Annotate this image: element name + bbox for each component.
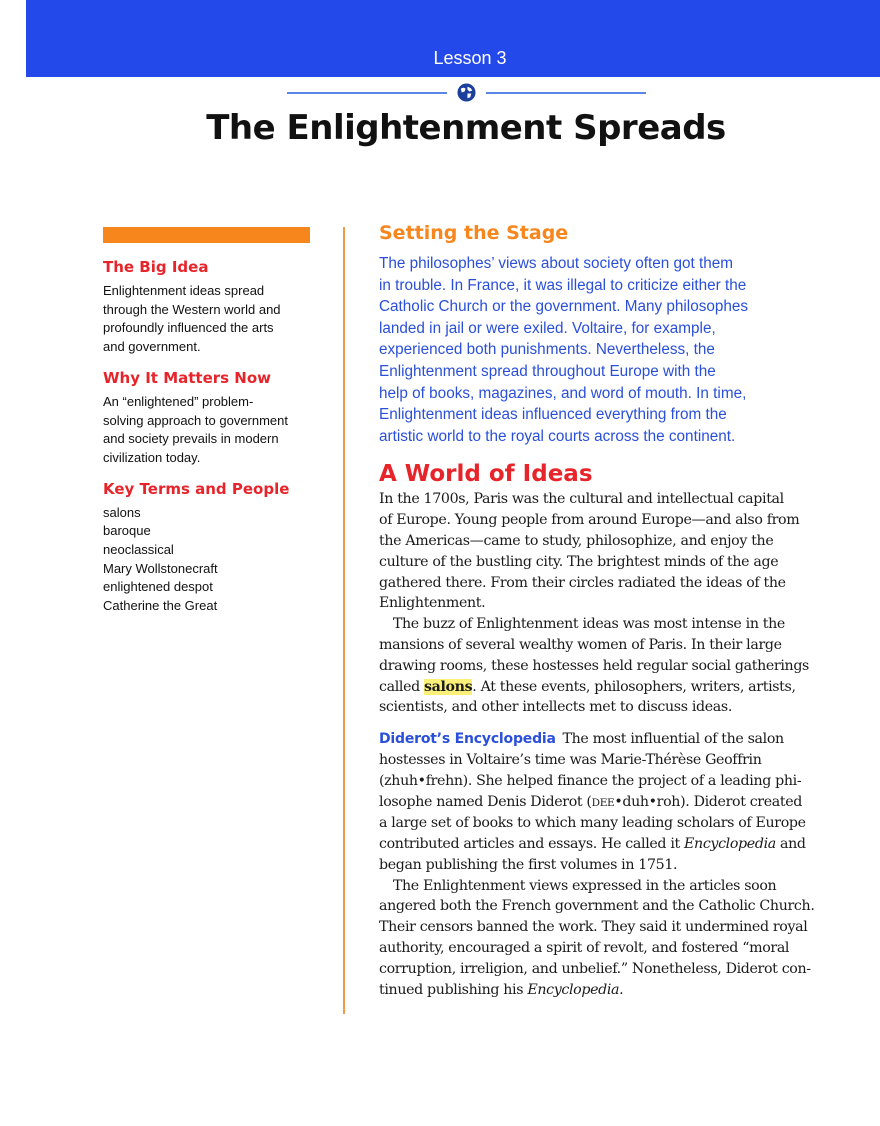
text-line: experienced both punishments. Nevertheless, the bbox=[379, 341, 715, 359]
text-line: drawing rooms, these hostesses held regular social gatherings bbox=[379, 657, 809, 674]
text-line: The buzz of Enlightenment ideas was most intense in the bbox=[379, 616, 785, 633]
main-column bbox=[379, 222, 849, 1000]
text-line: solving approach to government bbox=[103, 412, 289, 428]
key-terms-heading: Key Terms and People bbox=[103, 479, 290, 498]
text-line: civilization today. bbox=[103, 449, 201, 465]
text-line: through the Western world and bbox=[103, 301, 281, 317]
text-line: hostesses in Voltaire’s time was Marie-Thérèse Geoffrin bbox=[379, 751, 762, 768]
setting-stage-heading: Setting the Stage bbox=[379, 222, 569, 244]
text-line bbox=[379, 677, 849, 698]
sidebar bbox=[103, 258, 323, 628]
intro-paragraph bbox=[379, 253, 849, 447]
paragraph bbox=[379, 729, 849, 876]
paragraph bbox=[379, 876, 849, 1001]
text-line bbox=[379, 980, 849, 1001]
text-line: the Americas—came to study, philosophize, and enjoy the bbox=[379, 532, 774, 549]
styled-text: Encyclopedia bbox=[527, 981, 620, 998]
text-line: baroque bbox=[103, 523, 151, 539]
text-span: •duh•roh). Diderot created bbox=[614, 793, 803, 810]
text-line: Their censors banned the work. They said it undermined royal bbox=[379, 919, 808, 936]
text-line: Enlightenment ideas influenced everything from the bbox=[379, 406, 727, 424]
text-span: The most influential of the salon bbox=[555, 731, 784, 748]
text-line: In the 1700s, Paris was the cultural and intellectual capital bbox=[379, 491, 784, 508]
text-line: and government. bbox=[103, 339, 201, 355]
text-line: Catholic Church or the government. Many philosophes bbox=[379, 298, 749, 316]
text-line bbox=[379, 792, 849, 814]
text-line: Catherine the Great bbox=[103, 598, 218, 614]
styled-text: Encyclopedia bbox=[684, 836, 776, 853]
text-span: and bbox=[775, 836, 806, 853]
text-line: salons bbox=[103, 504, 141, 520]
text-line: An “enlightened” problem- bbox=[103, 393, 254, 409]
text-line: help of books, magazines, and word of mouth. In time, bbox=[379, 384, 747, 402]
text-span: called bbox=[379, 678, 425, 695]
text-line: a large set of books to which many leading scholars of Europe bbox=[379, 815, 806, 832]
paragraph bbox=[379, 614, 849, 718]
text-span: tinued publishing his bbox=[379, 981, 528, 998]
text-line bbox=[379, 729, 849, 750]
text-line: began publishing the first volumes in 1751. bbox=[379, 856, 678, 873]
text-line bbox=[379, 834, 849, 855]
text-line: Enlightenment spread throughout Europe with the bbox=[379, 362, 716, 380]
text-span: . bbox=[619, 981, 624, 998]
text-line: landed in jail or were exiled. Voltaire, for example, bbox=[379, 319, 716, 337]
divider-right bbox=[486, 92, 646, 94]
text-line: corruption, irreligion, and unbelief.” Nonetheless, Diderot con- bbox=[379, 960, 811, 977]
subheading: Diderot’s Encyclopedia bbox=[379, 731, 556, 748]
big-idea-text bbox=[103, 282, 323, 357]
divider-left bbox=[287, 92, 447, 94]
why-matters-heading: Why It Matters Now bbox=[103, 368, 272, 387]
text-span: losophe named Denis Diderot ( bbox=[379, 793, 592, 810]
text-line: The Enlightenment views expressed in the articles soon bbox=[379, 877, 777, 894]
text-line: enlightened despot bbox=[103, 579, 213, 595]
text-line: scientists, and other intellects met to discuss ideas. bbox=[379, 699, 732, 716]
page-title: The Enlightenment Spreads bbox=[206, 108, 726, 148]
text-line: of Europe. Young people from around Europe—and also from bbox=[379, 512, 800, 529]
column-divider bbox=[343, 227, 345, 1014]
sidebar-accent-bar bbox=[103, 227, 310, 243]
text-line: and society prevails in modern bbox=[103, 431, 279, 447]
text-line: authority, encouraged a spirit of revolt, and fostered “moral bbox=[379, 940, 790, 957]
globe-icon bbox=[457, 83, 476, 102]
text-line: neoclassical bbox=[103, 542, 174, 558]
text-line: gathered there. From their circles radiated the ideas of the bbox=[379, 574, 786, 591]
text-line: Mary Wollstonecraft bbox=[103, 560, 218, 576]
paragraph bbox=[379, 489, 849, 614]
styled-text: DEE bbox=[591, 796, 615, 809]
key-terms-list bbox=[103, 504, 323, 616]
key-term-highlight: salons bbox=[424, 678, 473, 695]
text-line: artistic world to the royal courts across the continent. bbox=[379, 427, 736, 445]
text-line: mansions of several wealthy women of Paris. In their large bbox=[379, 636, 782, 653]
text-line: The philosophes’ views about society often got them bbox=[379, 255, 734, 272]
lesson-label: Lesson 3 bbox=[433, 48, 507, 68]
text-line: profoundly influenced the arts bbox=[103, 320, 274, 336]
text-line: Enlightenment. bbox=[379, 595, 486, 612]
big-idea-heading: The Big Idea bbox=[103, 258, 209, 276]
text-span: . At these events, philosophers, writers, artists, bbox=[472, 678, 796, 695]
body-text bbox=[379, 489, 849, 1000]
why-matters-text bbox=[103, 393, 323, 468]
text-line: (zhuh•frehn). She helped finance the project of a leading phi- bbox=[379, 772, 802, 789]
text-line: angered both the French government and the Catholic Church. bbox=[379, 898, 815, 915]
text-line: culture of the bustling city. The brightest minds of the age bbox=[379, 553, 779, 570]
text-span: contributed articles and essays. He called it bbox=[379, 836, 685, 853]
text-line: Enlightenment ideas spread bbox=[103, 283, 265, 298]
section-heading: A World of Ideas bbox=[379, 461, 593, 488]
text-line: in trouble. In France, it was illegal to criticize either the bbox=[379, 276, 747, 294]
